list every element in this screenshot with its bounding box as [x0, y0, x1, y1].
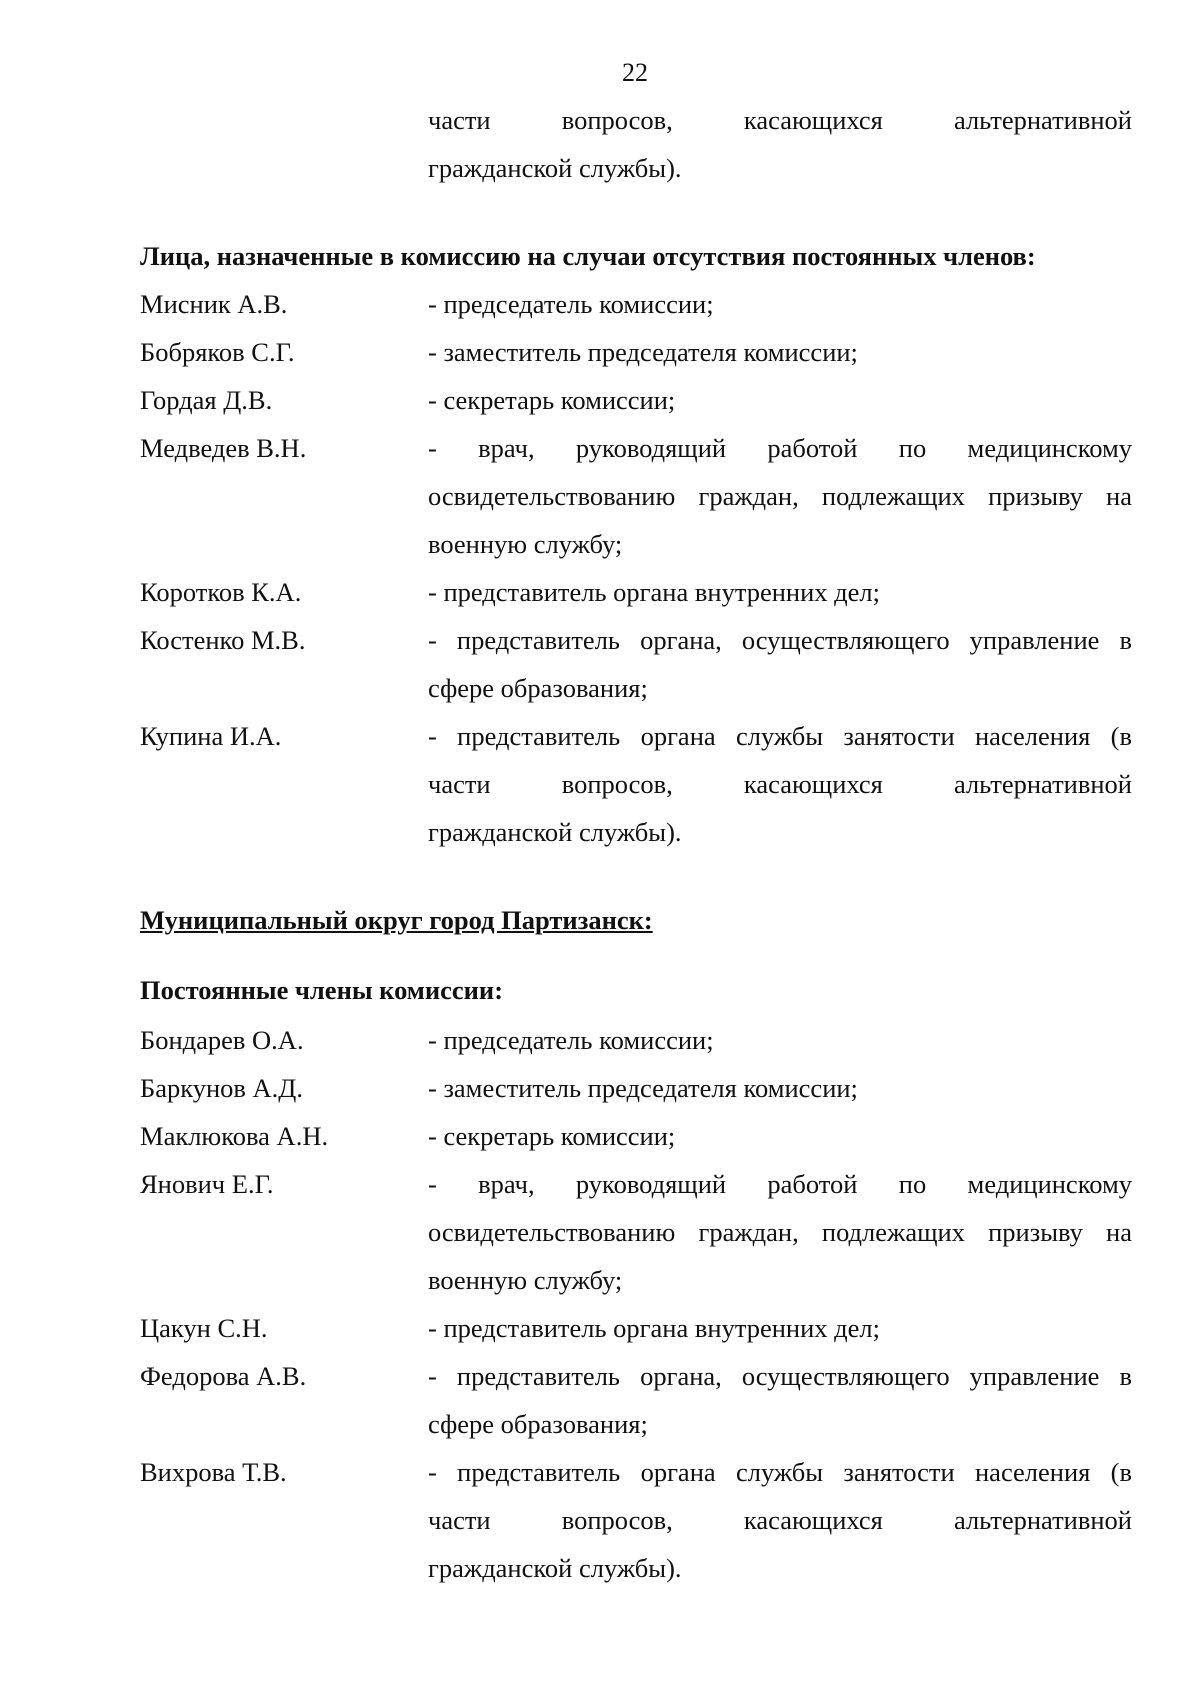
section-heading-permanent: Постоянные члены комиссии: [140, 975, 504, 1005]
member-role [428, 1064, 1132, 1112]
member-role-line: - секретарь комиссии; [428, 385, 676, 415]
member-role-line: - врач, руководящий работой по медицинскому [428, 433, 1132, 463]
member-name: Бобряков С.Г. [140, 337, 295, 367]
member-row [140, 1112, 1132, 1160]
member-name: Вихрова Т.В. [140, 1457, 287, 1487]
member-role [428, 1352, 1132, 1448]
member-role [428, 280, 1132, 328]
member-role [428, 1304, 1132, 1352]
continuation-line: части вопросов, касающихся альтернативной [428, 105, 1132, 135]
member-role-line: освидетельствованию граждан, подлежащих призыву на [428, 1217, 1132, 1247]
member-name: Федорова А.В. [140, 1361, 307, 1391]
document-body [140, 96, 1132, 1592]
district-heading: Муниципальный округ город Партизанск: [140, 905, 653, 935]
member-name: Мисник А.В. [140, 289, 288, 319]
member-row [140, 1016, 1132, 1064]
member-name: Медведев В.Н. [140, 433, 307, 463]
member-role [428, 424, 1132, 568]
member-list-substitutes [140, 280, 1132, 856]
member-row [140, 1448, 1132, 1592]
page-number: 22 [622, 58, 648, 87]
member-role-line: гражданской службы). [428, 1553, 682, 1583]
member-role [428, 568, 1132, 616]
member-row [140, 280, 1132, 328]
member-role [428, 616, 1132, 712]
member-name: Баркунов А.Д. [140, 1073, 304, 1103]
member-role-line: - представитель органа внутренних дел; [428, 577, 880, 607]
member-row [140, 1160, 1132, 1304]
member-role-line: - заместитель председателя комиссии; [428, 1073, 858, 1103]
member-role-line: - председатель комиссии; [428, 289, 714, 319]
member-role-line: военную службу; [428, 529, 623, 559]
member-role [428, 1112, 1132, 1160]
member-role-line: - председатель комиссии; [428, 1025, 714, 1055]
member-row [140, 424, 1132, 568]
member-row [140, 376, 1132, 424]
member-name: Маклюкова А.Н. [140, 1121, 329, 1151]
member-role-line: - представитель органа службы занятости населения (в [428, 721, 1132, 751]
member-role-line: - секретарь комиссии; [428, 1121, 676, 1151]
continuation-text [140, 96, 1132, 192]
member-list-permanent [140, 1016, 1132, 1592]
member-role [428, 1448, 1132, 1592]
member-role [428, 376, 1132, 424]
member-role [428, 712, 1132, 856]
member-role [428, 1016, 1132, 1064]
member-row [140, 1304, 1132, 1352]
member-name: Купина И.А. [140, 721, 282, 751]
member-role-line: сфере образования; [428, 673, 648, 703]
member-role-line: - представитель органа службы занятости населения (в [428, 1457, 1132, 1487]
member-role-line: части вопросов, касающихся альтернативной [428, 769, 1132, 799]
member-name: Бондарев О.А. [140, 1025, 304, 1055]
member-role-line: части вопросов, касающихся альтернативной [428, 1505, 1132, 1535]
member-role-line: гражданской службы). [428, 817, 682, 847]
continuation-line: гражданской службы). [428, 153, 682, 183]
member-role-line: - врач, руководящий работой по медицинскому [428, 1169, 1132, 1199]
member-row [140, 1064, 1132, 1112]
member-name: Цакун С.Н. [140, 1313, 268, 1343]
member-role-line: - представитель органа внутренних дел; [428, 1313, 880, 1343]
member-row [140, 616, 1132, 712]
member-name: Коротков К.А. [140, 577, 302, 607]
member-row [140, 712, 1132, 856]
member-role-line: сфере образования; [428, 1409, 648, 1439]
section-heading-substitutes: Лица, назначенные в комиссию на случаи отсутствия постоянных членов: [140, 241, 1036, 271]
member-role-line: - представитель органа, осуществляющего управление в [428, 1361, 1132, 1391]
member-role [428, 1160, 1132, 1304]
member-role-line: освидетельствованию граждан, подлежащих призыву на [428, 481, 1132, 511]
member-role-line: - представитель органа, осуществляющего управление в [428, 625, 1132, 655]
member-row [140, 568, 1132, 616]
member-name: Янович Е.Г. [140, 1169, 274, 1199]
member-role [428, 328, 1132, 376]
member-name: Гордая Д.В. [140, 385, 273, 415]
member-role-line: военную службу; [428, 1265, 623, 1295]
member-role-line: - заместитель председателя комиссии; [428, 337, 858, 367]
member-row [140, 328, 1132, 376]
member-name: Костенко М.В. [140, 625, 306, 655]
member-row [140, 1352, 1132, 1448]
